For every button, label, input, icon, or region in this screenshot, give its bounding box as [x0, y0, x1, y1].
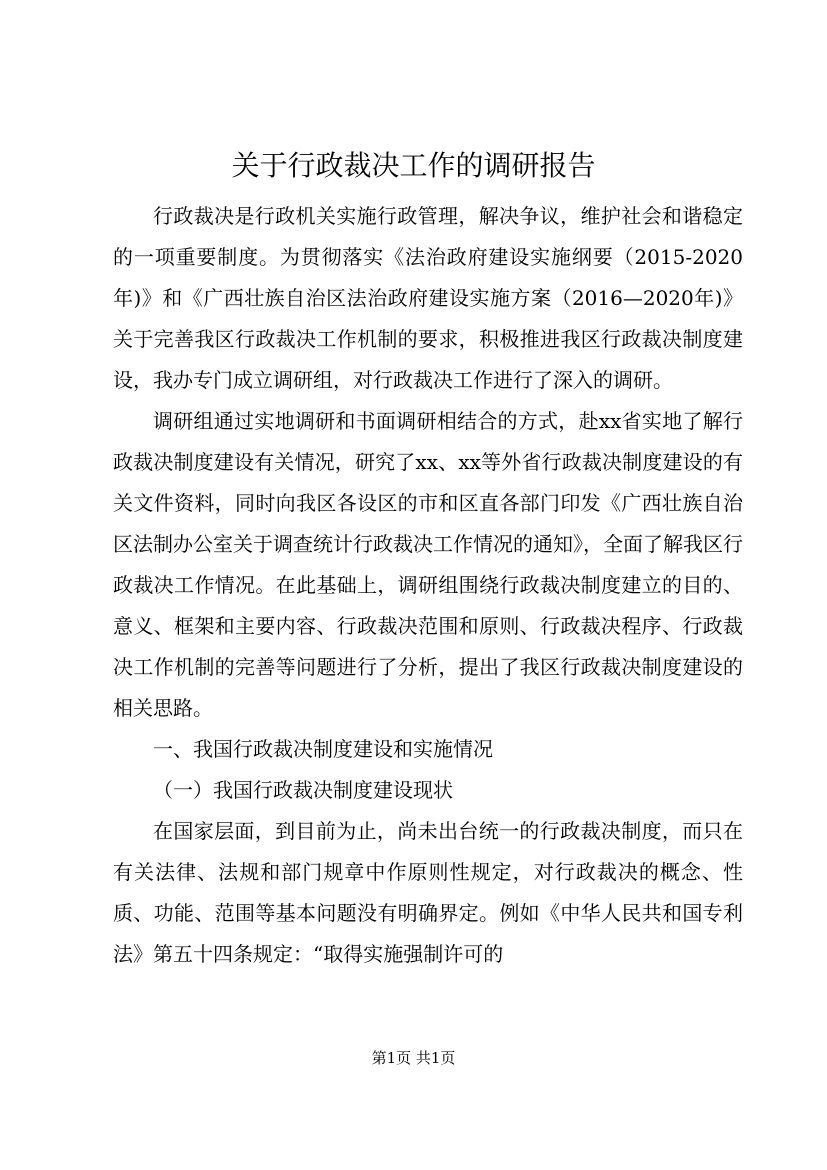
document-title: 关于行政裁决工作的调研报告	[231, 149, 596, 182]
section-heading-1-1: （一）我国行政裁决制度建设现状	[153, 778, 453, 802]
paragraph-research-method: 调研组通过实地调研和书面调研相结合的方式，赴xx省实地了解行政裁决制度建设有关情况，研究了xx、xx等外省行政裁决制度建设的有关文件资料，同时向我区各设区的市和区直各部门印发《广西壮族自治区法制办公室关于调查统计行政裁决工作情况的通知》，全面了解我区行政裁决工作情况。在此基础上，调研组围绕行政裁决制度建立的目的、意义、框架和主要内容、行政裁决范围和原则、行政裁决程序、行政裁决工作机制的完善等问题进行了分析，提出了我区行政裁决制度建设的相关思路。	[113, 409, 743, 720]
paragraph-national-status: 在国家层面，到目前为止，尚未出台统一的行政裁决制度，而只在有关法律、法规和部门规章中作原则性规定，对行政裁决的概念、性质、功能、范围等基本问题没有明确界定。例如《中华人民共和国专利法》第五十四条规定：“取得实施强制许可的	[113, 819, 743, 966]
section-heading-1: 一、我国行政裁决制度建设和实施情况	[153, 737, 493, 761]
document-body	[113, 196, 743, 975]
page-number-footer: 第1页 共1页	[371, 1049, 456, 1067]
paragraph-intro: 行政裁决是行政机关实施行政管理，解决争议，维护社会和谐稳定的一项重要制度。为贯彻落实《法治政府建设实施纲要（2015-2020年)》和《广西壮族自治区法治政府建设实施方案（2016—2020年)》关于完善我区行政裁决工作机制的要求，积极推进我区行政裁决制度建设，我办专门成立调研组，对行政裁决工作进行了深入的调研。	[113, 204, 743, 392]
